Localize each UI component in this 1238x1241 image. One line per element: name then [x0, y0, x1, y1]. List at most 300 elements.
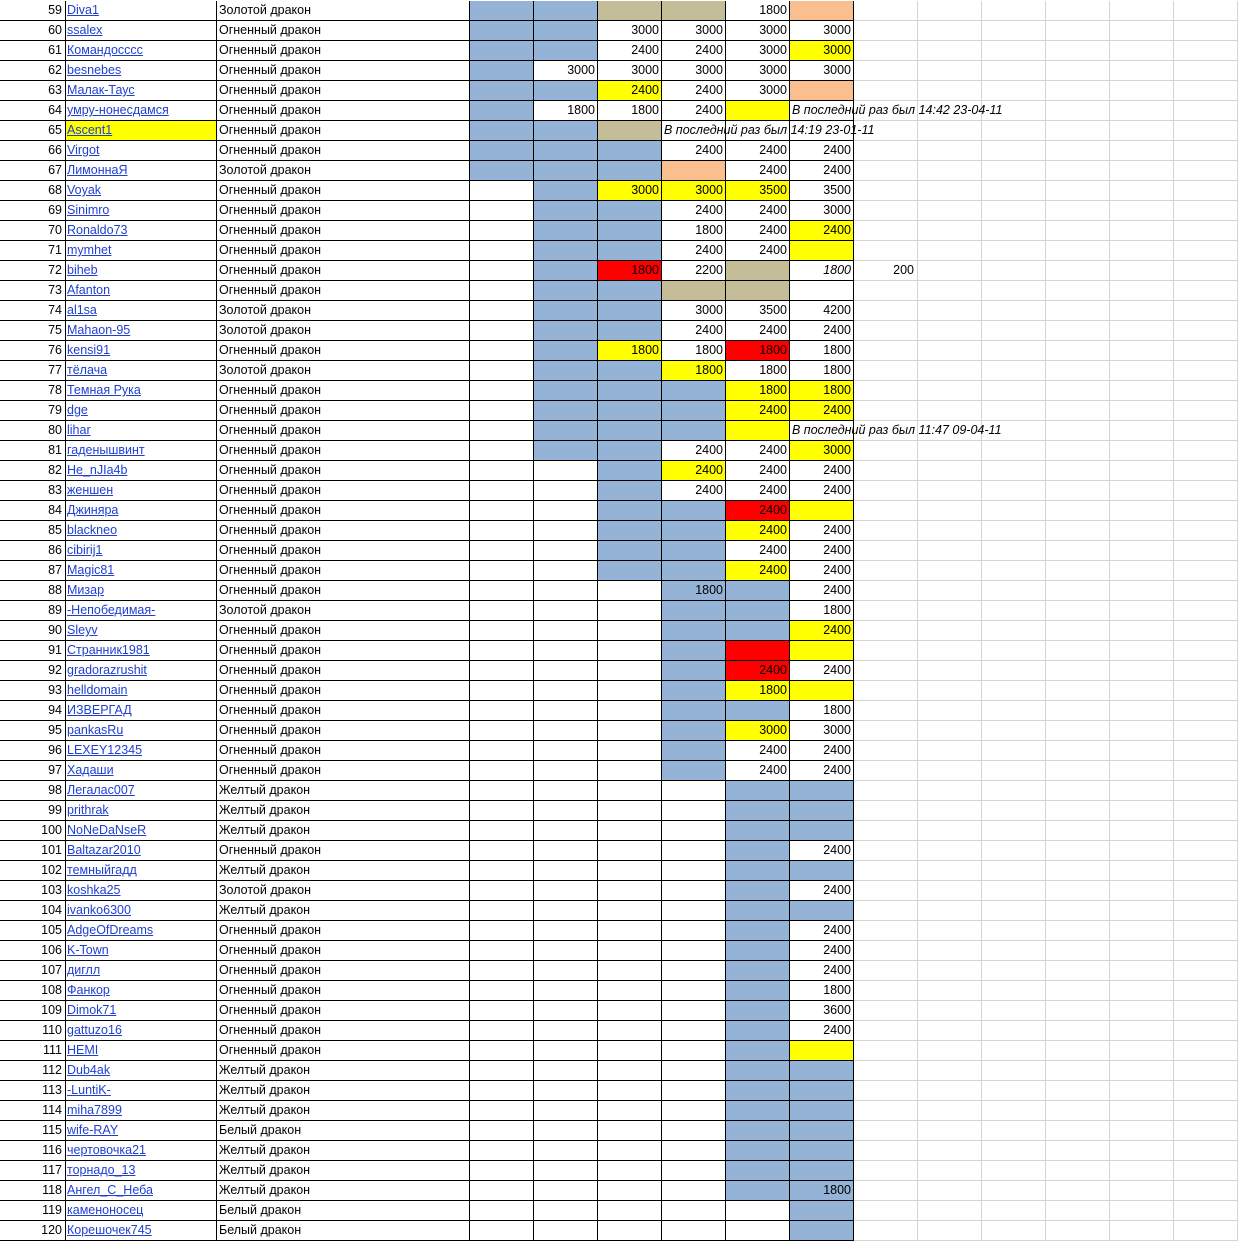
empty-cell[interactable]	[1174, 941, 1238, 961]
empty-cell[interactable]	[854, 381, 918, 401]
empty-cell[interactable]	[854, 861, 918, 881]
value-cell[interactable]	[598, 921, 662, 941]
empty-cell[interactable]	[1110, 921, 1174, 941]
value-cell[interactable]	[470, 541, 534, 561]
row-number-cell[interactable]: 99	[0, 801, 66, 821]
value-cell[interactable]	[790, 861, 854, 881]
value-cell[interactable]	[534, 1161, 598, 1181]
value-cell[interactable]	[662, 161, 726, 181]
player-name-link[interactable]: Baltazar2010	[66, 841, 217, 861]
dragon-type-cell[interactable]: Огненный дракон	[217, 621, 470, 641]
value-cell[interactable]	[534, 341, 598, 361]
value-cell[interactable]	[790, 801, 854, 821]
value-cell[interactable]	[470, 321, 534, 341]
empty-cell[interactable]	[982, 741, 1046, 761]
value-cell[interactable]	[470, 161, 534, 181]
value-cell[interactable]	[470, 841, 534, 861]
empty-cell[interactable]	[1174, 841, 1238, 861]
row-number-cell[interactable]: 97	[0, 761, 66, 781]
value-cell[interactable]	[662, 1061, 726, 1081]
value-cell[interactable]: 2400	[790, 741, 854, 761]
value-cell[interactable]: 1800	[598, 101, 662, 121]
player-name-link[interactable]: Diva1	[66, 1, 217, 21]
row-number-cell[interactable]: 85	[0, 521, 66, 541]
empty-cell[interactable]	[918, 821, 982, 841]
value-cell[interactable]	[598, 1001, 662, 1021]
empty-cell[interactable]	[854, 81, 918, 101]
dragon-type-cell[interactable]: Огненный дракон	[217, 401, 470, 421]
value-cell[interactable]: 3000	[726, 21, 790, 41]
value-cell[interactable]	[598, 201, 662, 221]
row-number-cell[interactable]: 117	[0, 1161, 66, 1181]
empty-cell[interactable]	[854, 741, 918, 761]
dragon-type-cell[interactable]: Огненный дракон	[217, 481, 470, 501]
empty-cell[interactable]	[1046, 401, 1110, 421]
empty-cell[interactable]	[854, 961, 918, 981]
empty-cell[interactable]	[982, 581, 1046, 601]
dragon-type-cell[interactable]: Огненный дракон	[217, 541, 470, 561]
value-cell[interactable]	[470, 701, 534, 721]
value-cell[interactable]	[470, 461, 534, 481]
empty-cell[interactable]	[918, 261, 982, 281]
empty-cell[interactable]	[982, 681, 1046, 701]
value-cell[interactable]: 3000	[790, 721, 854, 741]
empty-cell[interactable]	[1110, 1001, 1174, 1021]
empty-cell[interactable]	[982, 781, 1046, 801]
value-cell[interactable]	[534, 81, 598, 101]
empty-cell[interactable]	[918, 241, 982, 261]
player-name-link[interactable]: prithrak	[66, 801, 217, 821]
value-cell[interactable]	[470, 141, 534, 161]
value-cell[interactable]: 2400	[726, 541, 790, 561]
value-cell[interactable]: 3000	[598, 61, 662, 81]
empty-cell[interactable]	[1110, 201, 1174, 221]
dragon-type-cell[interactable]: Золотой дракон	[217, 321, 470, 341]
value-cell[interactable]	[534, 1141, 598, 1161]
player-name-link[interactable]: gradorazrushit	[66, 661, 217, 681]
empty-cell[interactable]	[854, 801, 918, 821]
row-number-cell[interactable]: 71	[0, 241, 66, 261]
player-name-link[interactable]: koshka25	[66, 881, 217, 901]
value-cell[interactable]: 1800	[662, 361, 726, 381]
value-cell[interactable]	[470, 901, 534, 921]
empty-cell[interactable]	[918, 121, 982, 141]
empty-cell[interactable]	[1046, 101, 1110, 121]
empty-cell[interactable]	[982, 141, 1046, 161]
empty-cell[interactable]	[982, 361, 1046, 381]
empty-cell[interactable]	[918, 861, 982, 881]
row-number-cell[interactable]: 79	[0, 401, 66, 421]
value-cell[interactable]	[598, 1181, 662, 1201]
dragon-type-cell[interactable]: Огненный дракон	[217, 741, 470, 761]
empty-cell[interactable]	[1110, 381, 1174, 401]
value-cell[interactable]	[470, 981, 534, 1001]
dragon-type-cell[interactable]: Огненный дракон	[217, 1041, 470, 1061]
value-cell[interactable]	[534, 741, 598, 761]
row-number-cell[interactable]: 115	[0, 1121, 66, 1141]
value-cell[interactable]	[726, 101, 790, 121]
empty-cell[interactable]	[854, 761, 918, 781]
value-cell[interactable]	[534, 1101, 598, 1121]
player-name-link[interactable]: Virgot	[66, 141, 217, 161]
dragon-type-cell[interactable]: Огненный дракон	[217, 41, 470, 61]
empty-cell[interactable]	[1046, 901, 1110, 921]
empty-cell[interactable]	[1046, 741, 1110, 761]
row-number-cell[interactable]: 61	[0, 41, 66, 61]
empty-cell[interactable]	[918, 1041, 982, 1061]
value-cell[interactable]	[534, 581, 598, 601]
value-cell[interactable]	[534, 1201, 598, 1221]
player-name-link[interactable]: -LuntiK-	[66, 1081, 217, 1101]
empty-cell[interactable]	[854, 141, 918, 161]
empty-cell[interactable]	[1046, 841, 1110, 861]
dragon-type-cell[interactable]: Огненный дракон	[217, 341, 470, 361]
empty-cell[interactable]	[982, 941, 1046, 961]
empty-cell[interactable]	[1174, 101, 1238, 121]
empty-cell[interactable]	[1110, 21, 1174, 41]
value-cell[interactable]	[534, 781, 598, 801]
value-cell[interactable]	[470, 1021, 534, 1041]
empty-cell[interactable]	[1110, 961, 1174, 981]
value-cell[interactable]	[598, 781, 662, 801]
player-name-link[interactable]: gattuzo16	[66, 1021, 217, 1041]
player-name-link[interactable]: cibirij1	[66, 541, 217, 561]
value-cell[interactable]: 2400	[790, 941, 854, 961]
player-name-link[interactable]: темныйгадд	[66, 861, 217, 881]
dragon-type-cell[interactable]: Огненный дракон	[217, 201, 470, 221]
value-cell[interactable]	[470, 401, 534, 421]
dragon-type-cell[interactable]: Огненный дракон	[217, 381, 470, 401]
value-cell[interactable]: 3000	[598, 181, 662, 201]
value-cell[interactable]	[598, 721, 662, 741]
value-cell[interactable]	[534, 821, 598, 841]
empty-cell[interactable]	[1046, 561, 1110, 581]
dragon-type-cell[interactable]: Огненный дракон	[217, 521, 470, 541]
empty-cell[interactable]	[854, 321, 918, 341]
value-cell[interactable]	[470, 621, 534, 641]
value-cell[interactable]: 3000	[790, 201, 854, 221]
value-cell[interactable]	[470, 201, 534, 221]
value-cell[interactable]: 2400	[726, 441, 790, 461]
value-cell[interactable]: 1800	[726, 681, 790, 701]
dragon-type-cell[interactable]: Белый дракон	[217, 1201, 470, 1221]
value-cell[interactable]	[662, 421, 726, 441]
empty-cell[interactable]	[1174, 561, 1238, 581]
empty-cell[interactable]	[1046, 961, 1110, 981]
empty-cell[interactable]	[854, 661, 918, 681]
value-cell[interactable]: 1800	[790, 601, 854, 621]
row-number-cell[interactable]: 60	[0, 21, 66, 41]
empty-cell[interactable]	[1110, 301, 1174, 321]
empty-cell[interactable]	[1174, 361, 1238, 381]
empty-cell[interactable]	[1174, 421, 1238, 441]
player-name-link[interactable]: гаденышвинт	[66, 441, 217, 461]
empty-cell[interactable]	[982, 621, 1046, 641]
player-name-link[interactable]: NoNeDaNseR	[66, 821, 217, 841]
empty-cell[interactable]	[1046, 321, 1110, 341]
empty-cell[interactable]	[1046, 281, 1110, 301]
empty-cell[interactable]	[1046, 641, 1110, 661]
empty-cell[interactable]	[1110, 981, 1174, 1001]
empty-cell[interactable]	[1174, 281, 1238, 301]
empty-cell[interactable]	[1110, 501, 1174, 521]
value-cell[interactable]: 1800	[662, 341, 726, 361]
row-number-cell[interactable]: 64	[0, 101, 66, 121]
empty-cell[interactable]	[1110, 1021, 1174, 1041]
row-number-cell[interactable]: 84	[0, 501, 66, 521]
value-cell[interactable]: 2400	[790, 221, 854, 241]
row-number-cell[interactable]: 75	[0, 321, 66, 341]
empty-cell[interactable]	[982, 981, 1046, 1001]
empty-cell[interactable]	[1046, 1181, 1110, 1201]
value-cell[interactable]	[598, 621, 662, 641]
value-cell[interactable]	[790, 821, 854, 841]
value-cell[interactable]	[534, 441, 598, 461]
value-cell[interactable]	[662, 1001, 726, 1021]
empty-cell[interactable]	[1174, 981, 1238, 1001]
empty-cell[interactable]	[1046, 541, 1110, 561]
value-cell[interactable]	[598, 521, 662, 541]
empty-cell[interactable]	[1174, 461, 1238, 481]
value-cell[interactable]: 2400	[790, 541, 854, 561]
empty-cell[interactable]	[1110, 1121, 1174, 1141]
value-cell[interactable]	[598, 461, 662, 481]
value-cell[interactable]	[598, 801, 662, 821]
value-cell[interactable]	[598, 501, 662, 521]
empty-cell[interactable]	[918, 1061, 982, 1081]
value-cell[interactable]	[726, 921, 790, 941]
value-cell[interactable]	[726, 781, 790, 801]
empty-cell[interactable]	[982, 381, 1046, 401]
value-cell[interactable]	[662, 1021, 726, 1041]
empty-cell[interactable]	[1046, 1141, 1110, 1161]
dragon-type-cell[interactable]: Огненный дракон	[217, 81, 470, 101]
value-cell[interactable]	[470, 881, 534, 901]
row-number-cell[interactable]: 59	[0, 1, 66, 21]
empty-cell[interactable]	[982, 161, 1046, 181]
value-cell[interactable]	[790, 1081, 854, 1101]
value-cell[interactable]: 1800	[790, 981, 854, 1001]
value-cell[interactable]	[662, 641, 726, 661]
empty-cell[interactable]	[1110, 561, 1174, 581]
empty-cell[interactable]	[982, 861, 1046, 881]
value-cell[interactable]	[662, 1221, 726, 1241]
empty-cell[interactable]	[1174, 81, 1238, 101]
dragon-type-cell[interactable]: Огненный дракон	[217, 101, 470, 121]
player-name-link[interactable]: Командосссс	[66, 41, 217, 61]
row-number-cell[interactable]: 65	[0, 121, 66, 141]
empty-cell[interactable]	[982, 1, 1046, 21]
value-cell[interactable]	[534, 961, 598, 981]
player-name-link[interactable]: Малак-Таус	[66, 81, 217, 101]
empty-cell[interactable]	[1046, 921, 1110, 941]
empty-cell[interactable]	[982, 41, 1046, 61]
player-name-link[interactable]: LEXEY12345	[66, 741, 217, 761]
empty-cell[interactable]	[1110, 761, 1174, 781]
value-cell[interactable]: 1800	[790, 701, 854, 721]
empty-cell[interactable]	[1046, 41, 1110, 61]
empty-cell[interactable]	[1110, 841, 1174, 861]
empty-cell[interactable]	[1174, 241, 1238, 261]
empty-cell[interactable]	[854, 701, 918, 721]
player-name-link[interactable]: Джиняра	[66, 501, 217, 521]
empty-cell[interactable]	[918, 481, 982, 501]
value-cell[interactable]	[662, 781, 726, 801]
value-cell[interactable]: 3000	[790, 21, 854, 41]
row-number-cell[interactable]: 90	[0, 621, 66, 641]
value-cell[interactable]: 2400	[790, 481, 854, 501]
dragon-type-cell[interactable]: Желтый дракон	[217, 861, 470, 881]
empty-cell[interactable]	[1046, 761, 1110, 781]
player-name-link[interactable]: диглл	[66, 961, 217, 981]
empty-cell[interactable]	[1174, 381, 1238, 401]
value-cell[interactable]: 1800	[726, 381, 790, 401]
value-cell[interactable]	[534, 921, 598, 941]
value-cell[interactable]	[598, 241, 662, 261]
empty-cell[interactable]	[1046, 781, 1110, 801]
empty-cell[interactable]	[854, 21, 918, 41]
value-cell[interactable]	[534, 1061, 598, 1081]
value-cell[interactable]	[662, 501, 726, 521]
empty-cell[interactable]	[918, 181, 982, 201]
empty-cell[interactable]	[854, 981, 918, 1001]
empty-cell[interactable]	[854, 581, 918, 601]
player-name-link[interactable]: Странник1981	[66, 641, 217, 661]
empty-cell[interactable]	[854, 881, 918, 901]
empty-cell[interactable]	[1174, 1001, 1238, 1021]
row-number-cell[interactable]: 105	[0, 921, 66, 941]
value-cell[interactable]	[470, 1181, 534, 1201]
empty-cell[interactable]	[1110, 101, 1174, 121]
player-name-link[interactable]: тёлача	[66, 361, 217, 381]
player-name-link[interactable]: Корешочек745	[66, 1221, 217, 1241]
value-cell[interactable]	[470, 501, 534, 521]
player-name-link[interactable]: lihar	[66, 421, 217, 441]
value-cell[interactable]	[470, 1141, 534, 1161]
value-cell[interactable]	[662, 801, 726, 821]
value-cell[interactable]	[534, 1081, 598, 1101]
empty-cell[interactable]	[918, 1001, 982, 1021]
row-number-cell[interactable]: 94	[0, 701, 66, 721]
empty-cell[interactable]	[1174, 401, 1238, 421]
empty-cell[interactable]	[854, 941, 918, 961]
empty-cell[interactable]	[1110, 881, 1174, 901]
value-cell[interactable]	[534, 761, 598, 781]
empty-cell[interactable]	[1110, 41, 1174, 61]
value-cell[interactable]	[726, 1181, 790, 1201]
empty-cell[interactable]	[982, 661, 1046, 681]
empty-cell[interactable]	[1110, 541, 1174, 561]
empty-cell[interactable]	[1110, 801, 1174, 821]
value-cell[interactable]: 2400	[726, 461, 790, 481]
value-cell[interactable]	[470, 801, 534, 821]
empty-cell[interactable]	[1046, 381, 1110, 401]
empty-cell[interactable]	[918, 441, 982, 461]
value-cell[interactable]	[534, 901, 598, 921]
dragon-type-cell[interactable]: Огненный дракон	[217, 921, 470, 941]
value-cell[interactable]	[470, 821, 534, 841]
empty-cell[interactable]	[1046, 241, 1110, 261]
row-number-cell[interactable]: 107	[0, 961, 66, 981]
empty-cell[interactable]	[854, 1061, 918, 1081]
empty-cell[interactable]	[918, 61, 982, 81]
dragon-type-cell[interactable]: Огненный дракон	[217, 681, 470, 701]
value-cell[interactable]	[790, 1161, 854, 1181]
empty-cell[interactable]	[1174, 541, 1238, 561]
value-cell[interactable]	[534, 881, 598, 901]
value-cell[interactable]	[726, 601, 790, 621]
row-number-cell[interactable]: 101	[0, 841, 66, 861]
value-cell[interactable]	[470, 341, 534, 361]
value-cell[interactable]	[598, 761, 662, 781]
player-name-link[interactable]: He_nJIa4b	[66, 461, 217, 481]
value-cell[interactable]	[790, 241, 854, 261]
empty-cell[interactable]	[1110, 1, 1174, 21]
empty-cell[interactable]	[982, 521, 1046, 541]
empty-cell[interactable]	[1110, 1101, 1174, 1121]
value-cell[interactable]	[598, 641, 662, 661]
value-cell[interactable]	[598, 401, 662, 421]
player-name-link[interactable]: AdgeOfDreams	[66, 921, 217, 941]
empty-cell[interactable]	[1110, 1181, 1174, 1201]
empty-cell[interactable]	[1110, 81, 1174, 101]
value-cell[interactable]	[534, 1001, 598, 1021]
empty-cell[interactable]	[982, 1201, 1046, 1221]
value-cell[interactable]	[470, 101, 534, 121]
empty-cell[interactable]	[982, 541, 1046, 561]
value-cell[interactable]	[598, 861, 662, 881]
empty-cell[interactable]	[1046, 441, 1110, 461]
empty-cell[interactable]	[1046, 981, 1110, 1001]
value-cell[interactable]	[726, 641, 790, 661]
value-cell[interactable]	[662, 541, 726, 561]
value-cell[interactable]: 3500	[790, 181, 854, 201]
value-cell[interactable]	[726, 981, 790, 1001]
value-cell[interactable]	[534, 301, 598, 321]
empty-cell[interactable]	[982, 701, 1046, 721]
empty-cell[interactable]	[982, 1121, 1046, 1141]
empty-cell[interactable]	[918, 41, 982, 61]
value-cell[interactable]	[662, 561, 726, 581]
row-number-cell[interactable]: 100	[0, 821, 66, 841]
value-cell[interactable]	[534, 541, 598, 561]
value-cell[interactable]	[598, 541, 662, 561]
value-cell[interactable]	[662, 921, 726, 941]
value-cell[interactable]	[598, 841, 662, 861]
empty-cell[interactable]	[1110, 461, 1174, 481]
empty-cell[interactable]	[982, 1081, 1046, 1101]
dragon-type-cell[interactable]: Желтый дракон	[217, 801, 470, 821]
empty-cell[interactable]	[854, 621, 918, 641]
empty-cell[interactable]	[854, 841, 918, 861]
value-cell[interactable]	[470, 41, 534, 61]
value-cell[interactable]	[598, 421, 662, 441]
empty-cell[interactable]	[854, 901, 918, 921]
row-number-cell[interactable]: 81	[0, 441, 66, 461]
value-cell[interactable]	[790, 901, 854, 921]
value-cell[interactable]	[470, 1201, 534, 1221]
value-cell[interactable]	[534, 641, 598, 661]
row-number-cell[interactable]: 88	[0, 581, 66, 601]
value-cell[interactable]: 2400	[662, 81, 726, 101]
value-cell[interactable]	[662, 741, 726, 761]
dragon-type-cell[interactable]: Огненный дракон	[217, 1001, 470, 1021]
empty-cell[interactable]	[854, 401, 918, 421]
empty-cell[interactable]	[1174, 1221, 1238, 1241]
value-cell[interactable]	[470, 361, 534, 381]
value-cell[interactable]: 2400	[726, 241, 790, 261]
player-name-link[interactable]: pankasRu	[66, 721, 217, 741]
